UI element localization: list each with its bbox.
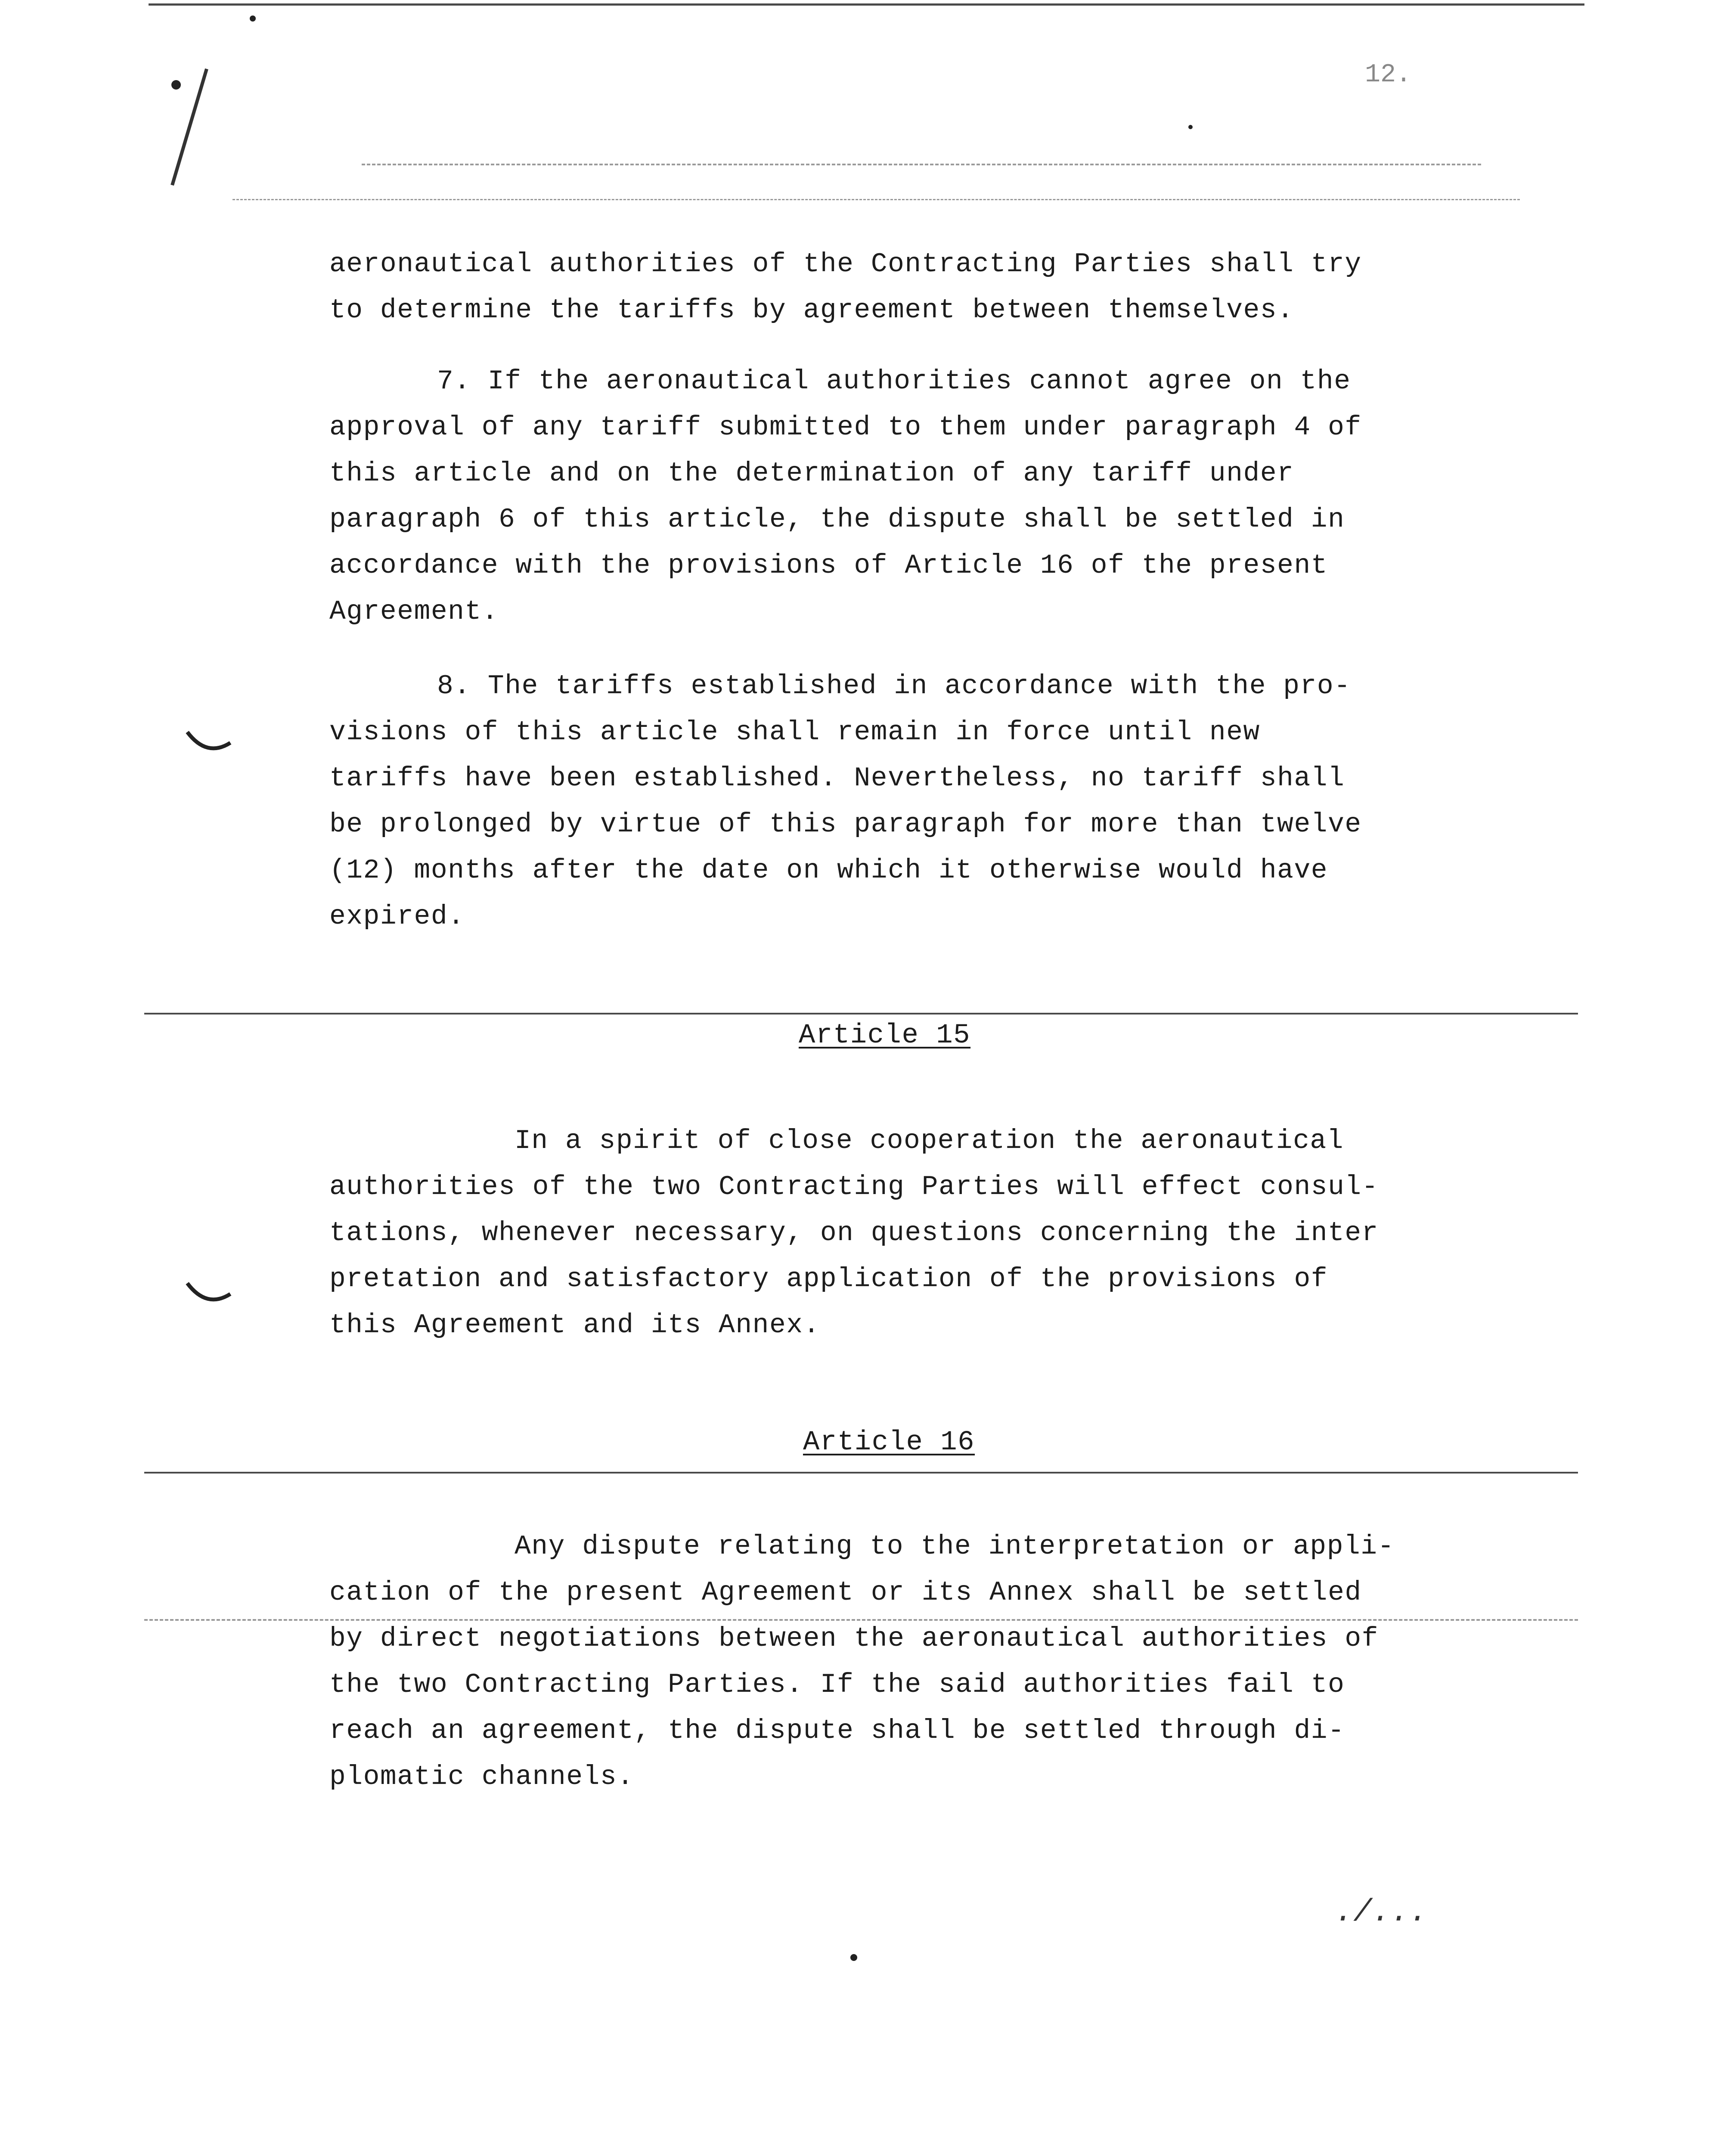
section-divider: [144, 1472, 1578, 1474]
text-line: to determine the tariffs by agreement between themselves.: [329, 295, 1294, 326]
text-line: authorities of the two Contracting Parties will effect consul-: [329, 1172, 1379, 1202]
article-15-heading: Article 15: [799, 1020, 971, 1051]
page-number: 12.: [1365, 60, 1412, 90]
margin-tick-icon: [185, 1279, 232, 1309]
continuation-mark: ./...: [1335, 1895, 1428, 1930]
article-16-heading: Article 16: [803, 1427, 975, 1458]
paragraph-8: [329, 663, 1475, 940]
text-line: the two Contracting Parties. If the said authorities fail to: [329, 1669, 1345, 1700]
section-divider: [144, 1013, 1578, 1014]
text-line: paragraph 6 of this article, the dispute shall be settled in: [329, 504, 1345, 535]
continuation-paragraph: [329, 241, 1475, 333]
text-line: tariffs have been established. Nevertheless, no tariff shall: [329, 763, 1345, 794]
article-16-body: [329, 1523, 1475, 1800]
text-line: aeronautical authorities of the Contracting Parties shall try: [329, 249, 1362, 279]
text-line: approval of any tariff submitted to them under paragraph 4 of: [329, 412, 1362, 443]
text-line: plomatic channels.: [329, 1762, 634, 1792]
text-line: this article and on the determination of any tariff under: [329, 458, 1294, 489]
text-line: this Agreement and its Annex.: [329, 1310, 820, 1340]
article-15-body: [329, 1118, 1475, 1348]
stray-dash-line: [144, 1619, 1578, 1621]
text-line: 8. The tariffs established in accordance with the pro-: [437, 671, 1351, 701]
text-line: 7. If the aeronautical authorities cannot agree on the: [437, 366, 1351, 397]
margin-stroke-icon: [164, 65, 215, 194]
text-line: reach an agreement, the dispute shall be settled through di-: [329, 1716, 1345, 1746]
margin-speck: [850, 1954, 857, 1961]
text-line: Agreement.: [329, 596, 499, 627]
paragraph-7: [329, 358, 1475, 635]
text-line: (12) months after the date on which it otherwise would have: [329, 855, 1328, 886]
top-border-rule: [149, 3, 1584, 6]
text-line: visions of this article shall remain in force until new: [329, 717, 1260, 748]
margin-speck: [1188, 125, 1193, 129]
text-line: In a spirit of close cooperation the aeronautical: [515, 1126, 1344, 1156]
text-line: cation of the present Agreement or its Annex shall be settled: [329, 1577, 1362, 1608]
header-dash-line: [362, 164, 1481, 165]
text-line: Any dispute relating to the interpretation or appli-: [515, 1531, 1395, 1562]
text-line: expired.: [329, 901, 465, 932]
margin-speck: [250, 16, 256, 22]
header-dash-line: [232, 199, 1520, 200]
text-line: pretation and satisfactory application of the provisions of: [329, 1264, 1328, 1294]
text-line: accordance with the provisions of Article 16 of the present: [329, 550, 1328, 581]
text-line: by direct negotiations between the aeronautical authorities of: [329, 1623, 1379, 1654]
margin-tick-icon: [185, 728, 232, 758]
text-line: tations, whenever necessary, on questions concerning the inter: [329, 1218, 1379, 1248]
text-line: be prolonged by virtue of this paragraph for more than twelve: [329, 809, 1362, 840]
